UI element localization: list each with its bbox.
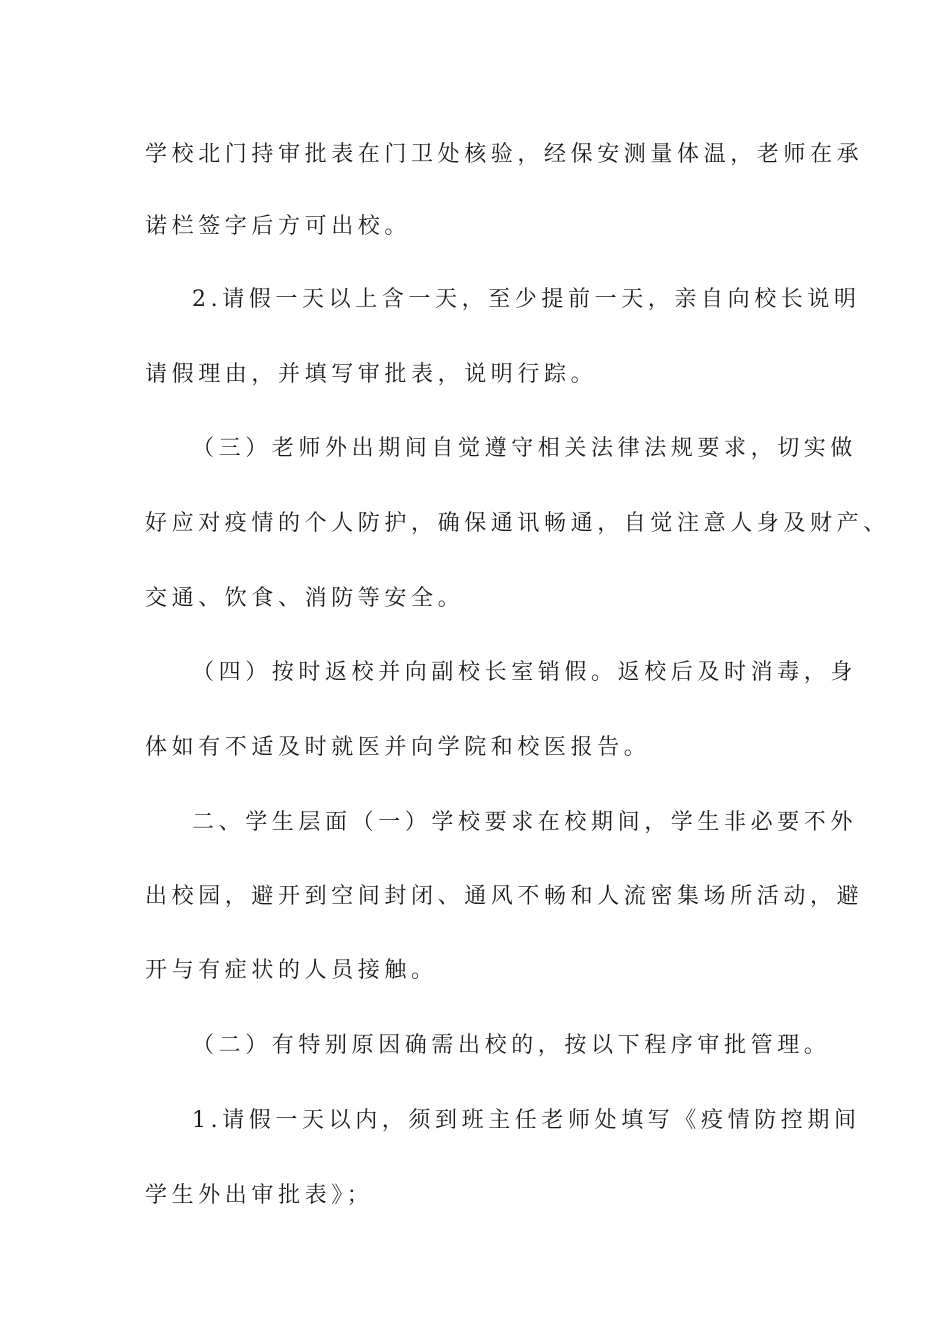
text-line: 出校园，避开到空间封闭、通风不畅和人流密集场所活动，避 <box>145 884 864 909</box>
text-line: 交通、饮食、消防等安全。 <box>145 586 465 611</box>
paragraph-start-line: （二）有特别原因确需出校的，按以下程序审批管理。 <box>192 1033 831 1058</box>
paragraph-start-line: （四）按时返校并向副校长室销假。返校后及时消毒，身 <box>192 660 858 685</box>
text-line: 请假理由，并填写审批表，说明行踪。 <box>145 362 598 387</box>
text-line: 学生外出审批表》； <box>145 1183 374 1208</box>
paragraph-start-line: 1.请假一天以内，须到班主任老师处填写《疫情防控期间 <box>192 1108 861 1133</box>
text-line: 诺栏签字后方可出校。 <box>145 214 412 239</box>
paragraph-start-line: 二、学生层面（一）学校要求在校期间，学生非必要不外 <box>192 810 858 835</box>
text-line: 开与有症状的人员接触。 <box>145 958 438 983</box>
text-line: 学校北门持审批表在门卫处核验，经保安测量体温，老师在承 <box>145 142 864 167</box>
text-line: 体如有不适及时就医并向学院和校医报告。 <box>145 735 651 760</box>
paragraph-start-line: （三）老师外出期间自觉遵守相关法律法规要求，切实做 <box>192 436 858 461</box>
paragraph-start-line: 2.请假一天以上含一天，至少提前一天，亲自向校长说明 <box>192 287 861 312</box>
text-line: 好应对疫情的个人防护，确保通讯畅通，自觉注意人身及财产、 <box>145 511 890 536</box>
